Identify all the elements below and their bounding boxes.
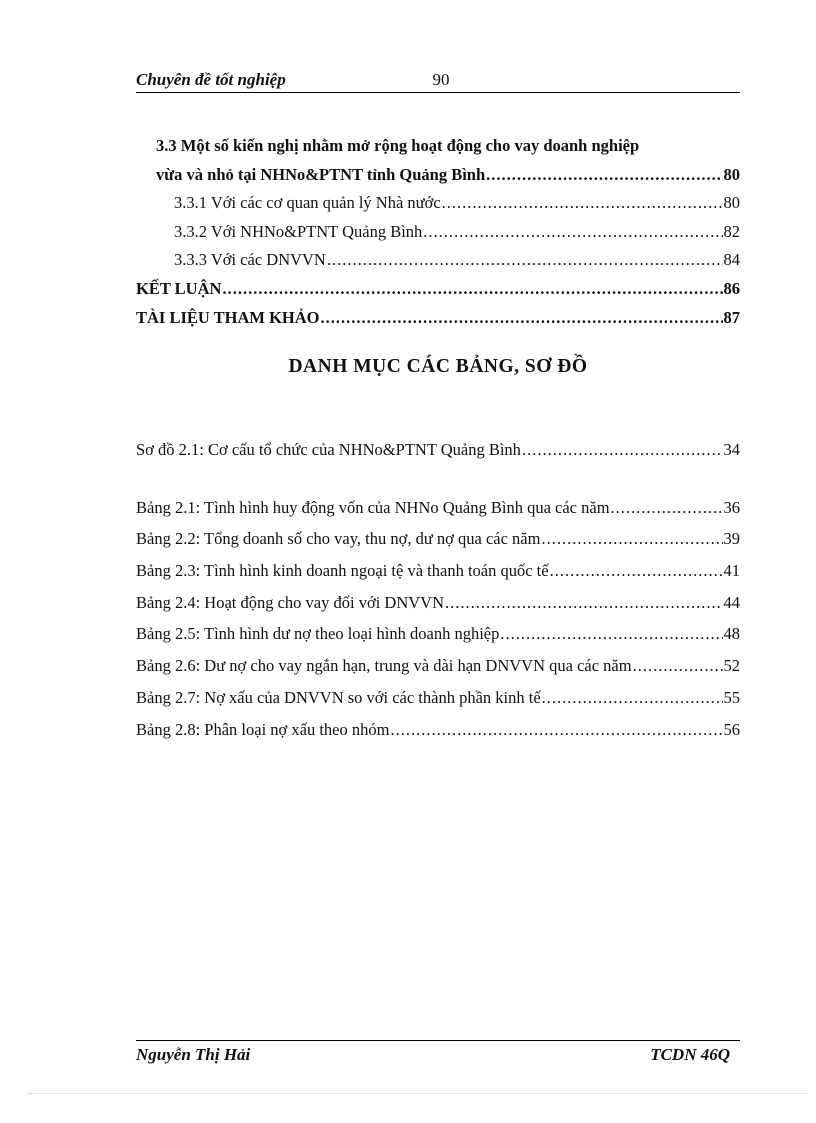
toc-entry[interactable]: 3.3.3 Với các DNVVN ..... 84 xyxy=(136,246,740,275)
page-header xyxy=(136,68,740,93)
toc-page-number: 86 xyxy=(723,278,740,298)
dot-leader xyxy=(611,492,723,524)
table-entry[interactable]: Bảng 2.5: Tình hình dư nợ theo loại hình doanh nghiệp ..... 48 xyxy=(136,618,740,650)
list-page-number: 48 xyxy=(723,624,740,644)
list-of-tables-and-diagrams xyxy=(136,434,740,745)
list-page-number: 44 xyxy=(723,592,740,612)
dot-leader xyxy=(390,714,722,746)
diagram-entry[interactable]: Sơ đồ 2.1: Cơ cấu tổ chức của NHNo&PTNT Quảng Bình ..... 34 xyxy=(136,434,740,466)
dot-leader xyxy=(486,161,722,190)
dot-leader xyxy=(522,434,723,466)
toc-page-number: 82 xyxy=(723,221,740,241)
document-title: Chuyên đề tốt nghiệp xyxy=(136,70,286,89)
list-page-number: 41 xyxy=(723,561,740,581)
dot-leader xyxy=(327,246,723,275)
dot-leader xyxy=(633,650,723,682)
list-page-number: 55 xyxy=(723,687,740,707)
dot-leader xyxy=(222,275,722,304)
table-of-contents xyxy=(136,132,740,332)
table-entry[interactable]: Bảng 2.8: Phân loại nợ xấu theo nhóm ..... 56 xyxy=(136,714,740,746)
dot-leader xyxy=(541,523,722,555)
class-code: TCDN 46Q xyxy=(650,1045,730,1064)
toc-entry-3-3-line2[interactable]: vừa và nhỏ tại NHNo&PTNT tỉnh Quảng Bình ..... 80 xyxy=(136,161,740,190)
dot-leader xyxy=(550,555,723,587)
toc-entry[interactable]: 3.3.2 Với NHNo&PTNT Quảng Bình ..... 82 xyxy=(136,218,740,247)
table-entry[interactable]: Bảng 2.2: Tổng doanh số cho vay, thu nợ, dư nợ qua các năm ..... 39 xyxy=(136,523,740,555)
toc-entry[interactable]: 3.3.1 Với các cơ quan quản lý Nhà nước ..... 80 xyxy=(136,189,740,218)
toc-entry-conclusion[interactable]: KẾT LUẬN ..... 86 xyxy=(136,275,740,304)
dot-leader xyxy=(423,218,722,247)
author-name: Nguyễn Thị Hải xyxy=(136,1045,251,1064)
dot-leader xyxy=(321,304,723,333)
page-edge-divider xyxy=(28,1093,808,1094)
dot-leader xyxy=(500,618,722,650)
table-entry[interactable]: Bảng 2.6: Dư nợ cho vay ngắn hạn, trung và dài hạn DNVVN qua các năm ..... 52 xyxy=(136,650,740,682)
dot-leader xyxy=(442,189,723,218)
table-entry[interactable]: Bảng 2.3: Tình hình kinh doanh ngoại tệ và thanh toán quốc tế ..... 41 xyxy=(136,555,740,587)
dot-leader xyxy=(445,587,723,619)
toc-page-number: 80 xyxy=(723,193,740,213)
toc-page-number: 87 xyxy=(723,307,740,327)
list-page-number: 36 xyxy=(723,497,740,517)
page-footer xyxy=(136,1040,740,1069)
spacer xyxy=(136,466,740,492)
toc-entry-3-3-line1: 3.3 Một số kiến nghị nhằm mở rộng hoạt động cho vay doanh nghiệp xyxy=(156,136,640,155)
list-page-number: 56 xyxy=(723,719,740,739)
table-entry[interactable]: Bảng 2.7: Nợ xấu của DNVVN so với các thành phần kinh tế ..... 55 xyxy=(136,682,740,714)
page-number: 90 xyxy=(432,70,450,89)
list-page-number: 34 xyxy=(723,440,740,459)
table-entry[interactable]: Bảng 2.4: Hoạt động cho vay đối với DNVVN ..... 44 xyxy=(136,587,740,619)
list-page-number: 52 xyxy=(723,656,740,676)
toc-entry-references[interactable]: TÀI LIỆU THAM KHẢO ..... 87 xyxy=(136,304,740,333)
table-entry[interactable]: Bảng 2.1: Tình hình huy động vốn của NHNo Quảng Bình qua các năm ..... 36 xyxy=(136,492,740,524)
dot-leader xyxy=(542,682,723,714)
list-of-tables-heading: DANH MỤC CÁC BẢNG, SƠ ĐỒ xyxy=(288,356,588,377)
list-page-number: 39 xyxy=(723,529,740,549)
toc-page-number: 80 xyxy=(723,164,740,184)
toc-page-number: 84 xyxy=(723,250,740,270)
